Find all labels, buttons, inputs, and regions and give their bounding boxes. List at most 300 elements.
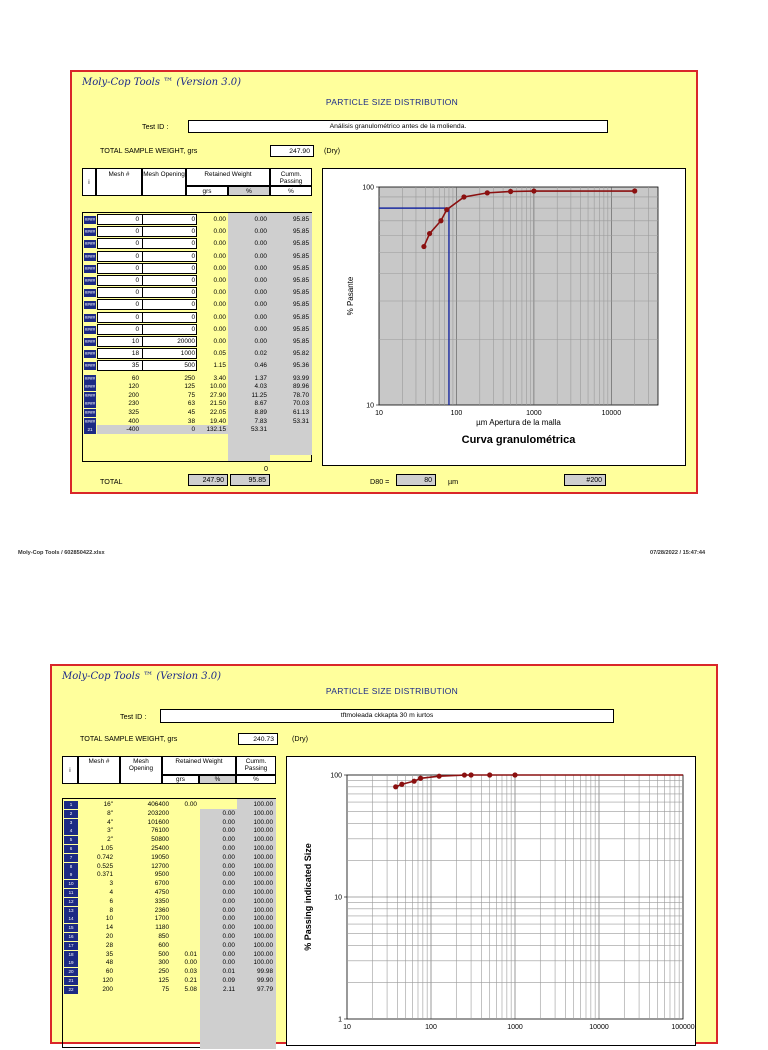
cell-grs: 0.00 xyxy=(213,228,226,236)
cell-grs: 22.05 xyxy=(210,409,226,416)
cell-pct: 0.00 xyxy=(222,941,235,949)
cell-mesh: 200 xyxy=(128,391,139,399)
chart-title: Curva granulométrica xyxy=(461,434,576,446)
cell-pct: 0.00 xyxy=(222,897,235,905)
cell-pct: 0.00 xyxy=(254,240,267,248)
cell-opening: 45 xyxy=(187,409,195,416)
cell-pct: 0.46 xyxy=(254,362,267,370)
cell-opening: 500 xyxy=(184,362,195,370)
cell-pct: 11.25 xyxy=(251,391,267,399)
cell-mesh: 400 xyxy=(128,417,139,425)
cell-pass: 95.85 xyxy=(293,252,309,260)
cell-mesh: 8 xyxy=(109,906,113,914)
cell-grs xyxy=(171,863,197,871)
col-cumm-unit: % xyxy=(270,186,312,196)
cell-grs: 3.40 xyxy=(213,374,226,382)
cell-grs xyxy=(171,854,197,862)
data-point xyxy=(438,218,443,223)
cell-pct: 0.00 xyxy=(254,264,267,272)
d80-label: D80 = xyxy=(370,477,390,486)
cell-pass: 100.00 xyxy=(253,889,273,896)
cell-grs xyxy=(171,898,197,906)
cell-i: 4 xyxy=(64,827,78,835)
brand-title-2: Moly-Cop Tools ™ (Version 3.0) xyxy=(62,671,222,682)
cell-pass xyxy=(273,426,309,434)
cell-opening: 600 xyxy=(158,941,169,949)
data-point xyxy=(632,188,637,193)
cell-pct: 0.09 xyxy=(222,977,235,984)
cell-mesh: 8" xyxy=(107,809,113,817)
cell-mesh: 0.525 xyxy=(97,862,113,870)
cell-mesh: 2" xyxy=(107,836,113,844)
cell-i: #### xyxy=(84,314,96,320)
cell-pct: 0.01 xyxy=(222,968,235,976)
sheet-2 xyxy=(50,664,718,1044)
total-grs: 247.90 xyxy=(188,474,228,486)
cell-opening: 0 xyxy=(191,426,195,434)
col-i-header-2: i xyxy=(62,756,78,784)
cell-mesh: 120 xyxy=(102,977,113,984)
chart-1 xyxy=(323,169,685,465)
cell-opening: 75 xyxy=(187,391,195,399)
cell-mesh: 14 xyxy=(105,924,113,932)
cell-pass: 100.00 xyxy=(253,836,273,844)
cell-pct: 0.00 xyxy=(222,906,235,914)
cell-opening: 0 xyxy=(191,228,195,236)
x-tick-label: 1000 xyxy=(526,410,542,417)
cell-opening: 125 xyxy=(158,977,169,984)
cell-opening: 850 xyxy=(158,933,169,940)
cell-opening: 76100 xyxy=(151,827,169,835)
col-grs-header-2: grs xyxy=(162,775,199,784)
cell-pass: 99.90 xyxy=(257,977,273,984)
cell-i: 7 xyxy=(64,854,78,862)
cell-pass: 95.85 xyxy=(293,277,309,284)
cell-pct: 0.00 xyxy=(222,880,235,888)
cell-opening: 125 xyxy=(184,383,195,391)
cell-grs: 132.15 xyxy=(206,426,226,434)
cell-mesh: 60 xyxy=(131,374,139,382)
cell-grs xyxy=(171,836,197,844)
cell-opening: 0 xyxy=(191,264,195,272)
cell-mesh: 1.05 xyxy=(100,845,113,852)
data-point xyxy=(393,784,398,789)
cell-i: 1 xyxy=(64,801,78,809)
cell-pass: 100.00 xyxy=(253,906,273,914)
below-zero: 0 xyxy=(264,464,268,473)
cell-opening: 0 xyxy=(191,252,195,260)
cell-pass: 100.00 xyxy=(253,862,273,870)
cell-grs: 5.08 xyxy=(184,985,197,993)
cell-mesh: 0 xyxy=(135,264,139,272)
cell-opening: 300 xyxy=(158,959,169,967)
page-title-2: PARTICLE SIZE DISTRIBUTION xyxy=(325,686,459,696)
cell-pass: 95.82 xyxy=(293,350,309,358)
x-axis-label: µm Apertura de la malla xyxy=(476,418,561,427)
data-point xyxy=(531,188,536,193)
cell-pass: 70.03 xyxy=(293,400,309,408)
chart-1-frame xyxy=(322,168,686,466)
cell-grs: 0.00 xyxy=(213,301,226,309)
cell-grs xyxy=(171,880,197,888)
test-id-label: Test ID : xyxy=(142,122,169,131)
cell-pass: 89.96 xyxy=(293,383,309,391)
cell-pass: 95.85 xyxy=(293,338,309,345)
cell-opening: 4750 xyxy=(154,889,169,896)
cell-i: 13 xyxy=(64,907,78,915)
cell-opening: 0 xyxy=(191,277,195,284)
cell-pass: 95.85 xyxy=(293,228,309,236)
cell-mesh: 0 xyxy=(135,289,139,297)
cell-opening: 1000 xyxy=(180,350,195,358)
cell-mesh: 0 xyxy=(135,313,139,321)
cell-opening: 406400 xyxy=(147,801,169,808)
test-id-field[interactable]: Análisis granulométrico antes de la molienda. xyxy=(188,120,608,133)
data-table xyxy=(82,212,312,462)
cell-i: 20 xyxy=(64,968,78,976)
cell-i: #### xyxy=(84,363,96,369)
cell-mesh: 0 xyxy=(135,240,139,248)
cell-mesh: 10 xyxy=(131,338,139,345)
col-pct-header: % xyxy=(228,186,270,196)
cell-pct: 0.00 xyxy=(222,933,235,940)
cell-i: 16 xyxy=(64,933,78,941)
plot-area xyxy=(379,187,658,405)
data-point xyxy=(461,194,466,199)
cell-i: 5 xyxy=(64,836,78,844)
cell-pass: 61.13 xyxy=(293,409,309,416)
x-tick-label: 100000 xyxy=(671,1024,695,1031)
sample-weight-field[interactable]: 247.90 xyxy=(270,145,314,157)
cell-mesh: -400 xyxy=(126,426,139,434)
cell-mesh: 3" xyxy=(107,827,113,835)
cell-pass: 100.00 xyxy=(253,871,273,879)
total-pct: 95.85 xyxy=(230,474,270,486)
data-point xyxy=(421,244,426,249)
cell-grs: 0.00 xyxy=(213,252,226,260)
cell-pct: 0.00 xyxy=(222,827,235,835)
cell-pct: 1.37 xyxy=(254,374,267,382)
cell-grs: 27.90 xyxy=(210,391,226,399)
cell-opening: 75 xyxy=(161,985,169,993)
cell-grs xyxy=(171,819,197,827)
cell-pass: 95.85 xyxy=(293,216,309,223)
sample-weight-label-2: TOTAL SAMPLE WEIGHT, grs xyxy=(80,734,178,743)
cell-opening: 38 xyxy=(187,417,195,425)
cell-opening: 0 xyxy=(191,289,195,297)
cell-mesh: 0 xyxy=(135,252,139,260)
cell-pct: 0.00 xyxy=(222,853,235,861)
cell-grs xyxy=(171,933,197,941)
col-cumm-header: Cumm. Passing xyxy=(270,168,312,186)
cell-mesh: 0 xyxy=(135,228,139,236)
data-point xyxy=(468,772,473,777)
cell-opening: 1700 xyxy=(154,915,169,923)
cell-mesh: 0 xyxy=(135,277,139,284)
x-tick-label: 100 xyxy=(425,1024,437,1031)
sample-weight-field-2[interactable]: 240.73 xyxy=(238,733,278,745)
chart-2-frame xyxy=(286,756,696,1046)
cell-pass: 93.99 xyxy=(293,374,309,382)
col-cumm-unit-2: % xyxy=(236,775,276,784)
cell-opening: 0 xyxy=(191,301,195,309)
cell-grs: 0.00 xyxy=(213,289,226,297)
x-tick-label: 10 xyxy=(343,1024,351,1031)
data-table-2 xyxy=(62,798,276,1048)
y-tick-label: 100 xyxy=(330,772,342,780)
cell-grs: 0.01 xyxy=(184,950,197,958)
cell-grs: 0.00 xyxy=(213,325,226,333)
cell-opening: 250 xyxy=(184,374,195,382)
cell-mesh: 0.742 xyxy=(97,853,113,861)
cell-i: #### xyxy=(84,326,96,332)
cell-i: 19 xyxy=(64,959,78,967)
cell-grs xyxy=(171,810,197,818)
cell-i: 9 xyxy=(64,871,78,879)
cell-i: #### xyxy=(84,410,96,415)
data-point xyxy=(462,772,467,777)
cell-opening: 0 xyxy=(191,325,195,333)
cell-pct: 0.00 xyxy=(254,301,267,309)
cell-pct: 0.00 xyxy=(222,836,235,844)
cell-i: #### xyxy=(84,290,96,296)
cell-grs xyxy=(171,915,197,923)
cell-grs: 0.00 xyxy=(184,959,197,967)
cell-opening: 0 xyxy=(191,240,195,248)
cell-grs xyxy=(171,845,197,853)
cell-i: #### xyxy=(84,241,96,247)
data-point xyxy=(508,189,513,194)
cell-opening: 0 xyxy=(191,216,195,223)
cell-pass: 95.36 xyxy=(293,362,309,370)
col-mesh-header: Mesh # xyxy=(96,168,142,196)
col-cumm-header-2: Cumm. Passing xyxy=(236,756,276,775)
cell-opening: 3350 xyxy=(154,897,169,905)
cell-mesh: 48 xyxy=(105,959,113,967)
cell-i: 18 xyxy=(64,951,78,959)
cell-pass: 100.00 xyxy=(253,959,273,967)
cell-pass: 95.85 xyxy=(293,313,309,321)
y-tick-label: 10 xyxy=(334,894,342,902)
cell-i: 22 xyxy=(64,986,78,994)
x-tick-label: 10000 xyxy=(589,1024,609,1031)
cell-grs xyxy=(171,871,197,879)
cell-pct: 2.11 xyxy=(223,985,235,993)
cell-pass: 95.85 xyxy=(293,301,309,309)
cell-i: #### xyxy=(84,392,96,398)
cell-grs: 0.00 xyxy=(213,338,226,345)
cell-i: 11 xyxy=(64,889,78,897)
cell-mesh: 325 xyxy=(128,409,139,416)
cell-opening: 25400 xyxy=(151,845,169,852)
cell-pass: 100.00 xyxy=(253,827,273,835)
cell-pct: 0.02 xyxy=(254,350,267,358)
cell-grs xyxy=(171,924,197,932)
cell-grs xyxy=(171,942,197,950)
x-tick-label: 10 xyxy=(375,410,383,417)
cell-pct: 0.00 xyxy=(254,252,267,260)
cell-pass: 100.00 xyxy=(253,941,273,949)
cell-opening: 203200 xyxy=(147,809,169,817)
cell-mesh: 35 xyxy=(105,950,113,958)
data-point xyxy=(427,231,432,236)
cell-grs xyxy=(171,907,197,915)
x-tick-label: 100 xyxy=(450,410,463,417)
y-axis-label: % Pasante xyxy=(346,276,355,316)
cell-pct: 0.00 xyxy=(222,871,235,879)
cell-pct: 53.31 xyxy=(251,426,267,434)
cell-grs xyxy=(171,827,197,835)
cell-mesh: 4 xyxy=(109,889,113,896)
cell-pass: 97.79 xyxy=(257,985,273,993)
cell-grs: 0.00 xyxy=(213,313,226,321)
x-tick-label: 1000 xyxy=(507,1024,523,1031)
cell-pass: 100.00 xyxy=(253,801,273,808)
cell-i: #### xyxy=(84,401,96,407)
cell-opening: 19050 xyxy=(151,853,169,861)
cell-i: 17 xyxy=(64,942,78,950)
cell-grs: 0.21 xyxy=(184,977,197,984)
test-id-label-2: Test ID : xyxy=(120,712,147,721)
cell-pct xyxy=(203,801,235,809)
brand-title: Moly-Cop Tools ™ (Version 3.0) xyxy=(82,77,242,88)
cell-opening: 20000 xyxy=(177,338,195,345)
y-axis-label: % Passing indicated Size xyxy=(303,843,313,951)
cell-pct: 0.00 xyxy=(254,228,267,236)
x-tick-label: 10000 xyxy=(601,410,622,417)
cell-opening: 50800 xyxy=(151,836,169,844)
cell-opening: 12700 xyxy=(151,862,169,870)
data-point xyxy=(444,207,449,212)
cell-pct: 8.89 xyxy=(254,409,267,416)
cell-i: #### xyxy=(84,351,96,357)
cell-mesh: 10 xyxy=(105,915,113,923)
cell-i: #### xyxy=(84,278,96,283)
cell-mesh: 60 xyxy=(105,968,113,976)
cell-mesh: 35 xyxy=(131,362,139,370)
cell-pct: 0.00 xyxy=(254,277,267,284)
total-label: TOTAL xyxy=(100,477,123,486)
d80-mesh: #200 xyxy=(564,474,606,486)
cell-pass: 100.00 xyxy=(253,950,273,958)
col-pct-header-2: % xyxy=(199,775,236,784)
data-point xyxy=(412,779,417,784)
cell-pct: 0.00 xyxy=(222,818,235,826)
cell-grs: 0.00 xyxy=(213,240,226,248)
d80-unit: µm xyxy=(448,477,459,486)
cell-pass: 95.85 xyxy=(293,289,309,297)
cell-i: #### xyxy=(84,375,96,381)
cell-grs: 0.03 xyxy=(184,968,197,976)
cell-pass: 78.70 xyxy=(293,391,309,399)
d80-value: 80 xyxy=(396,474,436,486)
cell-pct: 0.00 xyxy=(254,325,267,333)
cell-grs: 0.00 xyxy=(213,216,226,223)
y-tick-label: 10 xyxy=(366,402,374,410)
cell-opening: 250 xyxy=(158,968,169,976)
cell-opening: 500 xyxy=(158,950,169,958)
cell-grs: 0.00 xyxy=(184,801,197,808)
footer-left: Moly-Cop Tools / 602850422.xlsx xyxy=(18,550,105,556)
col-opening-header-2: Mesh Opening xyxy=(120,756,162,784)
col-grs-header: grs xyxy=(186,186,228,196)
cell-opening: 9500 xyxy=(154,871,169,879)
cell-pct: 0.00 xyxy=(222,845,235,852)
cell-pct: 0.00 xyxy=(222,959,235,967)
cell-i: #### xyxy=(84,384,96,390)
cell-mesh: 6 xyxy=(109,897,113,905)
cell-i: 14 xyxy=(64,915,78,923)
cell-mesh: 18 xyxy=(131,350,139,358)
cell-i: 8 xyxy=(64,863,78,871)
y-tick-label: 100 xyxy=(362,184,374,192)
cell-mesh: 0 xyxy=(135,301,139,309)
col-i-header: i xyxy=(82,168,96,196)
cell-i: 2 xyxy=(64,810,78,818)
cell-grs: 10.00 xyxy=(210,383,226,391)
data-point xyxy=(485,190,490,195)
col-mesh-header-2: Mesh # xyxy=(78,756,120,784)
cell-mesh: 0 xyxy=(135,216,139,223)
y-tick-label: 1 xyxy=(338,1016,342,1024)
cell-i: #### xyxy=(84,217,96,222)
cell-opening: 2360 xyxy=(154,906,169,914)
cell-opening: 6700 xyxy=(154,880,169,888)
cell-mesh: 3 xyxy=(109,880,113,888)
footer-right: 07/28/2022 / 15:47:44 xyxy=(650,550,706,556)
cell-pass: 95.85 xyxy=(293,325,309,333)
data-point xyxy=(512,772,517,777)
cell-pct: 0.00 xyxy=(254,289,267,297)
cell-grs: 21.50 xyxy=(210,400,226,408)
cell-pass: 100.00 xyxy=(253,933,273,940)
cell-pct: 0.00 xyxy=(222,950,235,958)
cell-mesh: 230 xyxy=(128,400,139,408)
cell-pass: 95.85 xyxy=(293,264,309,272)
data-point xyxy=(487,772,492,777)
chart-2 xyxy=(287,757,695,1045)
cell-i: 15 xyxy=(64,924,78,932)
cell-opening: 63 xyxy=(187,400,195,408)
cell-i: #### xyxy=(84,339,96,344)
sheet-1 xyxy=(70,70,698,494)
cell-i: #### xyxy=(84,418,96,424)
cell-pass: 100.00 xyxy=(253,845,273,852)
cell-pass: 100.00 xyxy=(253,897,273,905)
cell-i: #### xyxy=(84,265,96,271)
sample-weight-label: TOTAL SAMPLE WEIGHT, grs xyxy=(100,146,198,155)
cell-pct: 7.83 xyxy=(254,417,267,425)
cell-grs: 0.05 xyxy=(213,350,226,358)
cell-pct: 0.00 xyxy=(222,889,235,896)
cell-pct: 0.00 xyxy=(254,313,267,321)
dry-label-2: (Dry) xyxy=(292,734,308,743)
data-point xyxy=(437,774,442,779)
data-point xyxy=(399,782,404,787)
cell-grs: 19.40 xyxy=(210,417,226,425)
data-point xyxy=(418,776,423,781)
cell-pass: 100.00 xyxy=(253,924,273,932)
cell-mesh: 120 xyxy=(128,383,139,391)
test-id-field-2[interactable]: tftmoleada ckkapta 30 m iurtos xyxy=(160,709,614,723)
cell-mesh: 16" xyxy=(103,801,113,808)
cell-i: 3 xyxy=(64,819,78,827)
cell-mesh: 20 xyxy=(105,933,113,940)
cell-pass: 99.98 xyxy=(257,968,273,976)
col-retained-header-2: Retained Weight xyxy=(162,756,236,775)
cell-pct: 0.00 xyxy=(254,216,267,223)
cell-pct: 0.00 xyxy=(222,862,235,870)
